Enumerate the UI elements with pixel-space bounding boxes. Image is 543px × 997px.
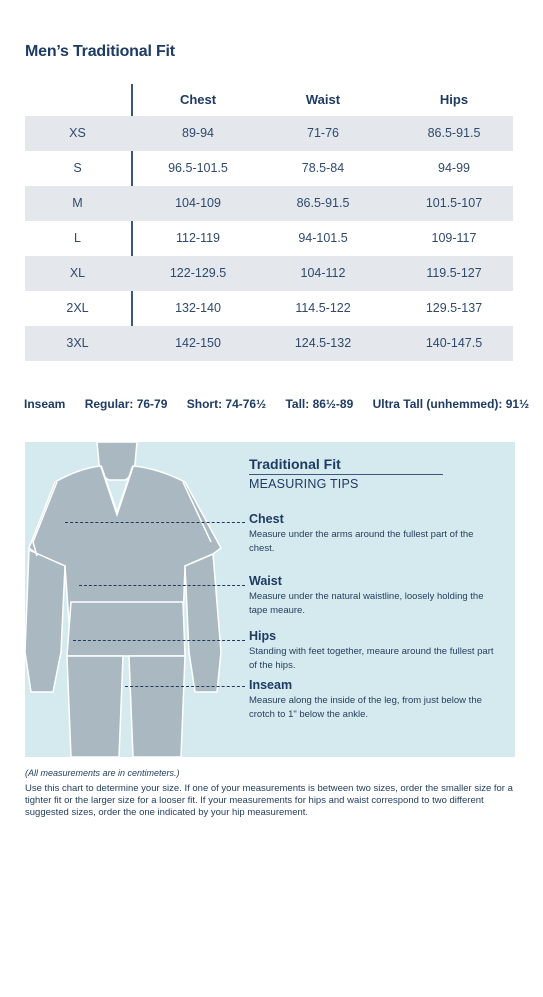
page-title: Men’s Traditional Fit xyxy=(25,43,175,60)
chest-description: Measure under the arms around the fullest part of the chest. xyxy=(249,529,474,554)
table-row xyxy=(25,221,513,256)
chest-cell: 104-109 xyxy=(175,196,221,210)
chest-cell: 96.5-101.5 xyxy=(168,161,228,175)
waist-cell: 78.5-84 xyxy=(301,161,345,175)
size-cell: 2XL xyxy=(66,301,89,315)
chest-label: Chest xyxy=(249,512,284,526)
inseam-tall: Tall: 86½-89 xyxy=(285,397,354,411)
hips-label: Hips xyxy=(249,629,277,643)
chest-measure-line xyxy=(65,522,245,523)
waist-cell: 114.5-122 xyxy=(295,301,351,315)
size-cell: XS xyxy=(69,126,86,140)
body-figure-illustration xyxy=(25,442,255,757)
column-header-hips: Hips xyxy=(439,92,469,107)
chest-cell: 122-129.5 xyxy=(169,266,227,280)
chest-cell: 112-119 xyxy=(175,231,221,245)
tips-title: Traditional Fit xyxy=(249,456,341,472)
size-cell: XL xyxy=(69,266,86,280)
column-header-waist: Waist xyxy=(305,92,341,107)
table-header xyxy=(25,84,513,116)
inseam-line xyxy=(24,397,529,411)
table-row xyxy=(25,186,513,221)
table-row xyxy=(25,256,513,291)
inseam-tip-label: Inseam xyxy=(249,678,293,692)
waist-cell: 94-101.5 xyxy=(298,231,348,245)
instructions-note: Use this chart to determine your size. If one of your measurements is between two sizes, order the smaller size for a tighter fit or the larger size for a looser fit. If your measurements for hips and waist correspond to two different suggested sizes, order the one indicated by your hip measurement. xyxy=(25,783,513,818)
inseam-ultra-tall: Ultra Tall (unhemmed): 91½ xyxy=(372,397,530,411)
table-row xyxy=(25,291,513,326)
hips-cell: 119.5-127 xyxy=(426,266,482,280)
inseam-short: Short: 74-76½ xyxy=(186,397,267,411)
chest-cell: 89-94 xyxy=(182,126,214,140)
units-note: (All measurements are in centimeters.) xyxy=(25,768,180,778)
hips-description: Standing with feet together, meaure around the fullest part of the hips. xyxy=(249,646,494,671)
waist-cell: 86.5-91.5 xyxy=(296,196,350,210)
size-cell: M xyxy=(72,196,83,210)
tips-title-underline xyxy=(249,474,443,475)
waist-description: Measure under the natural waistline, loosely holding the tape meaure. xyxy=(249,591,484,616)
size-cell: L xyxy=(74,231,81,245)
hips-cell: 129.5-137 xyxy=(425,301,483,315)
inseam-label: Inseam xyxy=(24,397,66,411)
hips-cell: 109-117 xyxy=(431,231,477,245)
waist-cell: 104-112 xyxy=(300,266,346,280)
measuring-tips-panel xyxy=(25,442,515,757)
hips-cell: 101.5-107 xyxy=(425,196,483,210)
inseam-regular: Regular: 76-79 xyxy=(84,397,168,411)
size-cell: S xyxy=(73,161,82,175)
hips-cell: 86.5-91.5 xyxy=(427,126,481,140)
inseam-description: Measure along the inside of the leg, from just below the crotch to 1" below the ankle. xyxy=(249,695,482,720)
size-table xyxy=(25,84,513,361)
waist-cell: 71-76 xyxy=(307,126,339,140)
chest-cell: 132-140 xyxy=(175,301,221,315)
size-cell: 3XL xyxy=(66,336,89,350)
table-row xyxy=(25,151,513,186)
table-row xyxy=(25,326,513,361)
table-row xyxy=(25,116,513,151)
hips-measure-line xyxy=(73,640,245,641)
waist-label: Waist xyxy=(249,574,282,588)
tips-subtitle: MEASURING TIPS xyxy=(249,477,359,491)
waist-measure-line xyxy=(79,585,245,586)
waist-cell: 124.5-132 xyxy=(294,336,352,350)
hips-cell: 94-99 xyxy=(438,161,470,175)
column-header-chest: Chest xyxy=(179,92,217,107)
hips-cell: 140-147.5 xyxy=(425,336,483,350)
inseam-measure-line xyxy=(125,686,245,687)
chest-cell: 142-150 xyxy=(175,336,221,350)
